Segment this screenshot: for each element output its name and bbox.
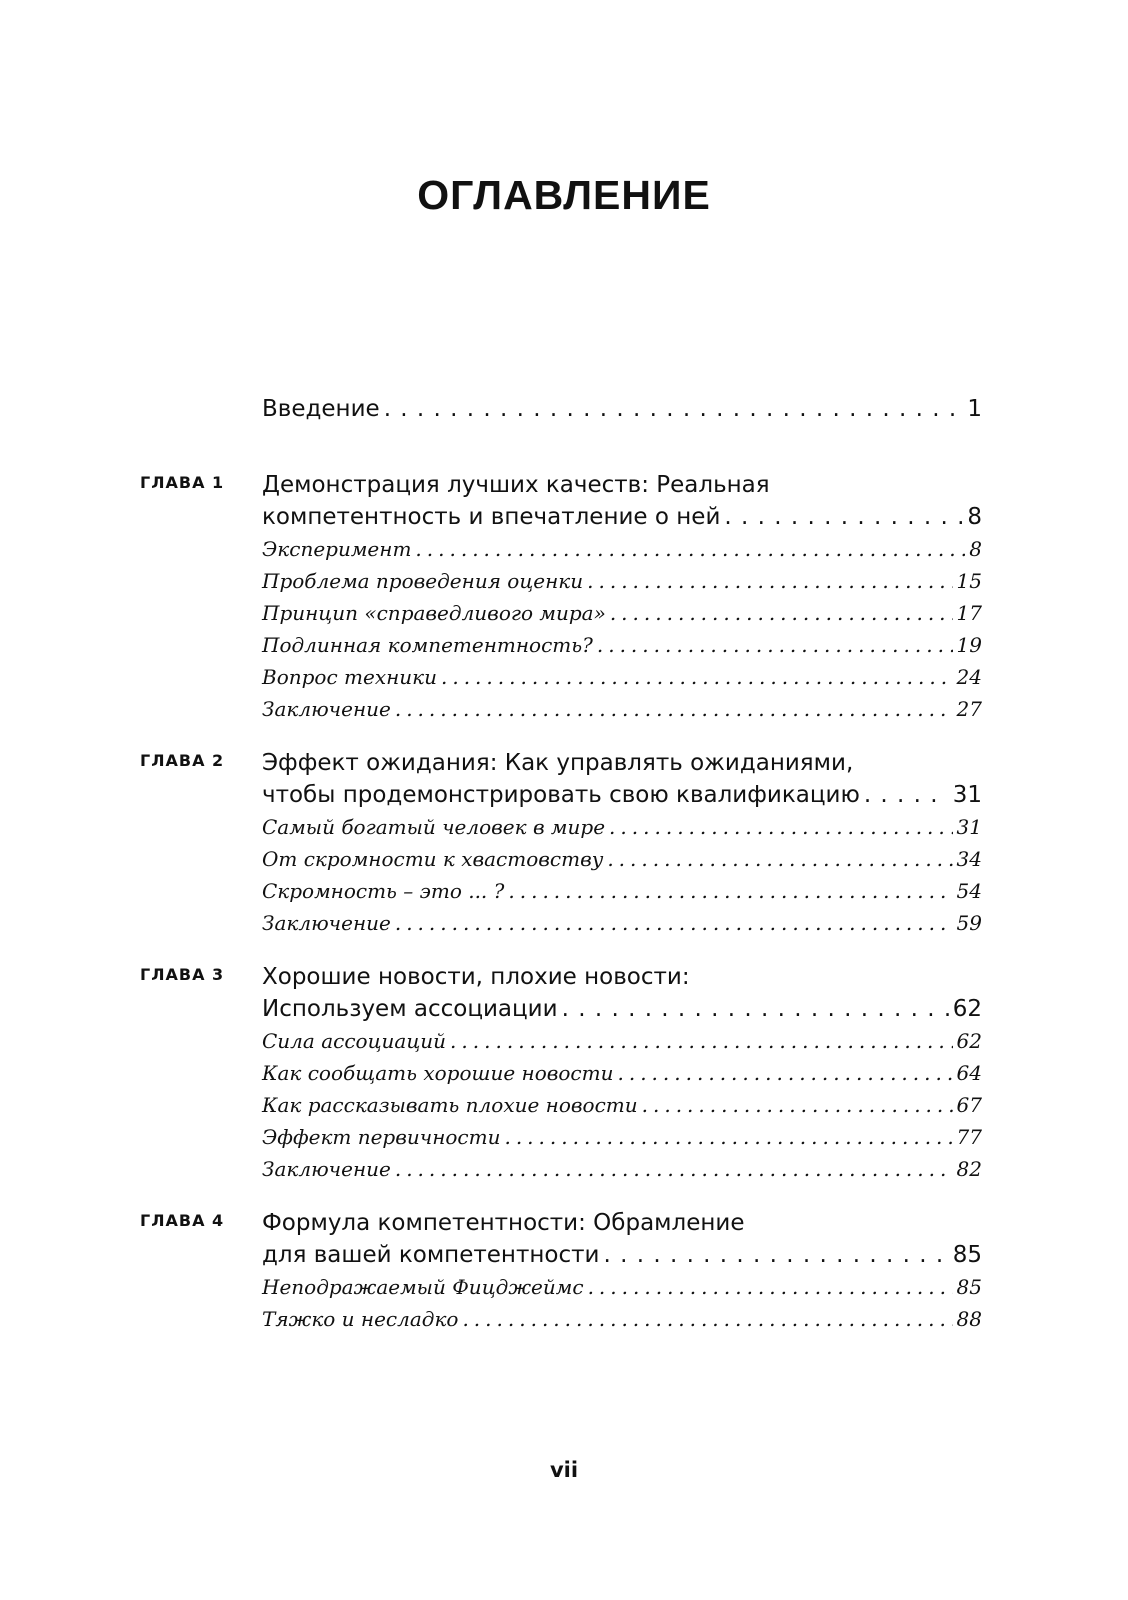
chapter-heading-cont [0,501,1128,533]
chapter-heading-cont [0,993,1128,1025]
chapter-title-line2: чтобы продемонстрировать свою квалификацию [262,782,860,808]
dot-leader [642,1089,953,1121]
table-of-contents [0,393,1128,1357]
toc-page-number: 67 [956,1093,982,1117]
dot-leader [588,1271,953,1303]
chapter-title-line1: Формула компетентности: Обрамление [262,1210,745,1236]
page-title: ОГЛАВЛЕНИЕ [417,172,711,218]
section-entry [0,1089,1128,1121]
dot-leader [609,811,953,843]
page-number-footer: vii [549,1458,579,1482]
section-title: Как рассказывать плохие новости [262,1093,638,1117]
section-title: Эксперимент [262,537,412,561]
toc-page-number: 24 [956,665,982,689]
section-title: Самый богатый человек в мире [262,815,606,839]
chapter-label: ГЛАВА 3 [140,965,225,984]
toc-page-number: 77 [956,1125,982,1149]
chapter-heading [0,1207,1128,1239]
chapter-block-3 [0,961,1128,1185]
toc-page-number: 34 [956,847,982,871]
chapter-heading-cont [0,1239,1128,1271]
section-entry [0,1057,1128,1089]
section-entry [0,1153,1128,1185]
dot-leader [562,993,949,1025]
dot-leader [384,393,964,425]
dot-leader [441,661,953,693]
section-title: Неподражаемый Фицджеймс [262,1275,584,1299]
section-entry [0,693,1128,725]
section-entry [0,1121,1128,1153]
chapter-label: ГЛАВА 2 [140,751,225,770]
toc-page-number: 85 [956,1275,982,1299]
section-entry [0,907,1128,939]
toc-page-number: 59 [956,911,982,935]
section-title: Проблема проведения оценки [262,569,584,593]
chapter-title-line1: Хорошие новости, плохие новости: [262,964,690,990]
dot-leader [504,1121,952,1153]
chapter-label: ГЛАВА 4 [140,1211,225,1230]
toc-page-number: 17 [956,601,982,625]
section-title: Подлинная компетентность? [262,633,593,657]
section-title: От скромности к хвастовству [262,847,604,871]
chapter-title-line1: Демонстрация лучших качеств: Реальная [262,472,770,498]
dot-leader [724,501,963,533]
chapter-title-line2: компетентность и впечатление о ней [262,504,721,530]
section-entry [0,843,1128,875]
toc-page-number: 82 [956,1157,982,1181]
toc-page-number: 31 [956,815,982,839]
section-entry [0,1025,1128,1057]
section-title: Сила ассоциаций [262,1029,447,1053]
toc-page-number: 15 [956,569,982,593]
section-entry [0,1303,1128,1335]
section-title: Как сообщать хорошие новости [262,1061,614,1085]
dot-leader [597,629,953,661]
chapter-title-line1: Эффект ожидания: Как управлять ожиданиями, [262,750,854,776]
section-title: Заключение [262,1157,391,1181]
toc-page-number: 88 [956,1307,982,1331]
section-entry [0,597,1128,629]
dot-leader [415,533,965,565]
section-entry [0,661,1128,693]
toc-page-number: 85 [952,1242,982,1268]
chapter-heading [0,747,1128,779]
dot-leader [603,1239,948,1271]
section-entry [0,533,1128,565]
toc-page-number: 64 [956,1061,982,1085]
toc-page-number: 8 [967,504,982,530]
dot-leader [395,693,953,725]
toc-page-number: 31 [952,782,982,808]
section-entry [0,629,1128,661]
section-entry [0,1271,1128,1303]
section-entry [0,565,1128,597]
section-title: Заключение [262,697,391,721]
chapter-label: ГЛАВА 1 [140,473,225,492]
dot-leader [462,1303,952,1335]
dot-leader [617,1057,952,1089]
section-title: Тяжко и несладко [262,1307,459,1331]
toc-page-number: 19 [956,633,982,657]
dot-leader [395,907,953,939]
section-title: Вопрос техники [262,665,437,689]
dot-leader [587,565,952,597]
section-title: Заключение [262,911,391,935]
chapter-heading [0,961,1128,993]
dot-leader [508,875,952,907]
section-title: Эффект первичности [262,1125,501,1149]
chapter-heading [0,469,1128,501]
chapter-block-4 [0,1207,1128,1335]
toc-page-number: 1 [967,396,982,422]
chapter-title-line2: Используем ассоциации [262,996,558,1022]
dot-leader [395,1153,953,1185]
dot-leader [607,843,952,875]
chapter-title-line2: для вашей компетентности [262,1242,600,1268]
toc-page-number: 62 [956,1029,982,1053]
toc-page-number: 8 [969,537,982,561]
chapter-block-1 [0,469,1128,725]
dot-leader [610,597,953,629]
toc-entry-title: Введение [262,396,380,422]
toc-page-number: 54 [956,879,982,903]
dot-leader [450,1025,953,1057]
section-entry [0,875,1128,907]
dot-leader [864,779,949,811]
section-title: Принцип «справедливого мира» [262,601,606,625]
section-entry [0,811,1128,843]
chapter-block-2 [0,747,1128,939]
toc-page-number: 27 [956,697,982,721]
section-title: Скромность – это ... ? [262,879,505,903]
chapter-heading-cont [0,779,1128,811]
toc-page-number: 62 [952,996,982,1022]
toc-entry-intro [0,393,1128,425]
